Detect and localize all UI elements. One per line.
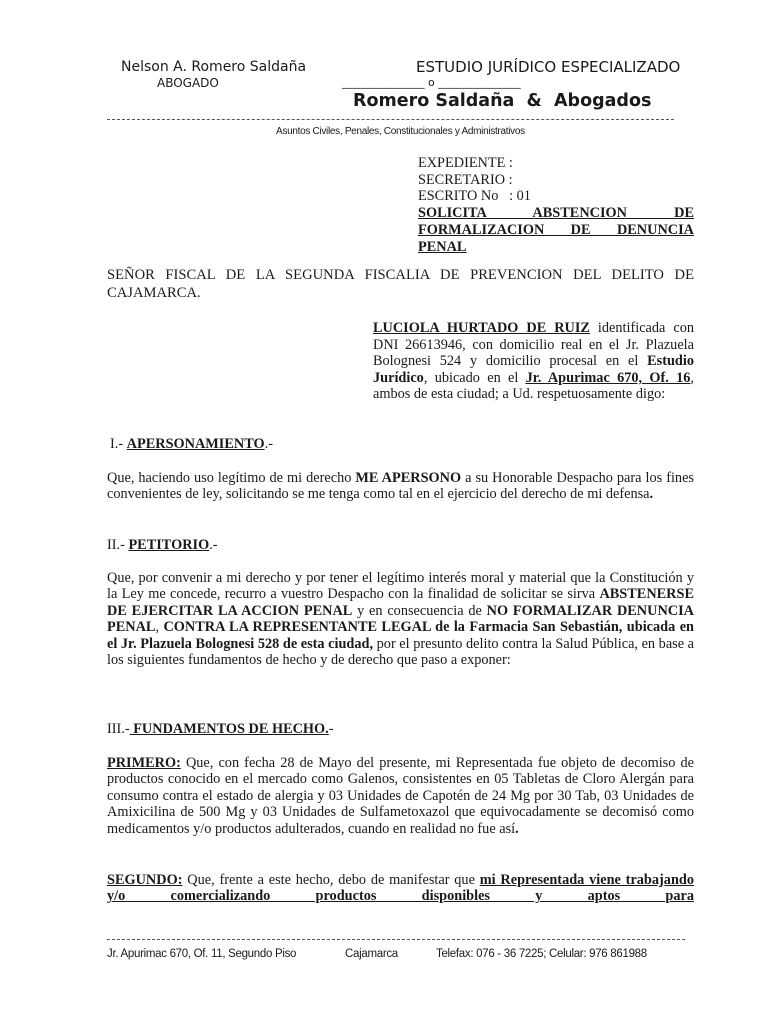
secretario-label: SECRETARIO : [418, 171, 513, 188]
escrito-label: ESCRITO No : 01 [418, 188, 531, 205]
section-3-tail: - [328, 721, 334, 737]
s2-text-c: y en consecuencia de [352, 602, 487, 619]
expediente-label: EXPEDIENTE : [418, 155, 513, 171]
party-studio: Estudio Jurídico [373, 353, 694, 386]
party-text-1: identificada con DNI 26613946, con domicilio real en el Jr. Plazuela Bolognesi 524 y domicilio procesal en el [373, 320, 694, 370]
subject-line-1: SOLICITA ABSTENCION DE [418, 205, 694, 222]
section-2-paragraph [107, 570, 694, 668]
primero-paragraph [107, 755, 694, 837]
party-intro [373, 320, 694, 403]
s2-no-formalizar: NO FORMALIZAR DENUNCIA PENAL [107, 602, 694, 636]
party-text-3: , ambos de esta ciudad; a Ud. respetuosamente digo: [373, 369, 694, 403]
studio-title: ESTUDIO JURÍDICO ESPECIALIZADO [416, 58, 681, 76]
s1-apersono: ME APERSONO [355, 470, 462, 486]
section-3-heading [107, 721, 334, 737]
subject-line-3: PENAL [418, 238, 467, 255]
s2-text-g: por el presunto delito contra la Salud Pública, en base a los siguientes fundamentos de hecho y de derecho que paso a exponer: [107, 635, 695, 669]
section-1-num: I.- [110, 436, 127, 452]
party-address: Jr. Apurimac 670, Of. 16 [525, 369, 691, 386]
section-1-heading [110, 436, 273, 452]
section-3-title: FUNDAMENTOS DE HECHO. [129, 721, 329, 737]
segundo-paragraph [107, 872, 694, 905]
primero-text: Que, con fecha 28 de Mayo del presente, mi Representada fue objeto de decomiso de productos conocido en el mercado como Galenos, consistentes en 05 Tabletas de Cloro Alergán para consumo contra el estado de alergia y 03 Unidades de Capotén de 24 Mg por 30 Tab, 03 Unidades de Amixicilina de 500 Mg y 03 Unidades de Sulfametoxazol que equivocadamente se decomisó como medicamentos y/o productos adulterados, cuando en realidad no fue así [107, 755, 694, 837]
s2-abstenerse: ABSTENERSE DE EJERCITAR LA ACCION PENAL [107, 586, 694, 619]
section-2-title: PETITORIO [128, 537, 210, 553]
footer-city: Cajamarca [345, 948, 398, 960]
section-3-num: III.- [107, 721, 130, 737]
lawyer-title: ABOGADO [157, 76, 219, 90]
footer-address: Jr. Apurimac 670, Of. 11, Segundo Piso [107, 948, 297, 960]
section-1-paragraph [107, 470, 694, 503]
studio-separator: _______________ o _______________ [342, 76, 521, 89]
firm-name: Romero Saldaña & Abogados [353, 91, 652, 111]
s2-text-a: Que, por convenir a mi derecho y por tener el legítimo interés moral y material que la Constitución y la Ley me concede, recurro a vuestro Despacho con la finalidad de solicitar se sirva [107, 570, 694, 603]
primero-end: . [515, 820, 519, 837]
s2-contra: CONTRA LA REPRESENTANTE LEGAL de la Farmacia San Sebastián, ubicada en el Jr. Plazuela Bolognesi 528 de esta ciudad, [107, 619, 694, 652]
section-2-tail: .- [209, 537, 218, 553]
subject-line-2: FORMALIZACION DE DENUNCIA [418, 221, 694, 238]
specialties: Asuntos Civiles, Penales, Constitucionales y Administrativos [276, 126, 525, 137]
s2-text-e: , [155, 619, 164, 636]
party-name: LUCIOLA HURTADO DE RUIZ [373, 320, 590, 336]
s1-text-c: a su Honorable Despacho para los fines convenientes de ley, solicitando se me tenga como tal en el ejercicio del derecho de mi defensa [107, 470, 694, 503]
segundo-bold: mi Representada viene trabajando y/o comercializando productos disponibles y aptos para [107, 872, 694, 905]
s1-text-d: . [649, 486, 654, 503]
section-1-title: APERSONAMIENTO [126, 436, 265, 452]
primero-label: PRIMERO: [107, 755, 181, 771]
header-rule [107, 119, 674, 120]
footer-rule [107, 939, 685, 940]
segundo-label: SEGUNDO: [107, 872, 183, 888]
section-1-tail: .- [264, 436, 273, 452]
footer-phones: Telefax: 076 - 36 7225; Celular: 976 861988 [436, 948, 647, 960]
segundo-text: Que, frente a este hecho, debo de manifestar que [182, 872, 480, 888]
addressee: SEÑOR FISCAL DE LA SEGUNDA FISCALIA DE PREVENCION DEL DELITO DE CAJAMARCA. [107, 267, 694, 301]
s1-text-a: Que, haciendo uso legítimo de mi derecho [107, 470, 356, 486]
section-2-num: II.- [107, 537, 129, 553]
case-info [418, 155, 694, 255]
party-text-2: , ubicado en el [423, 369, 526, 386]
lawyer-name: Nelson A. Romero Saldaña [121, 59, 307, 75]
section-2-heading [107, 537, 218, 553]
